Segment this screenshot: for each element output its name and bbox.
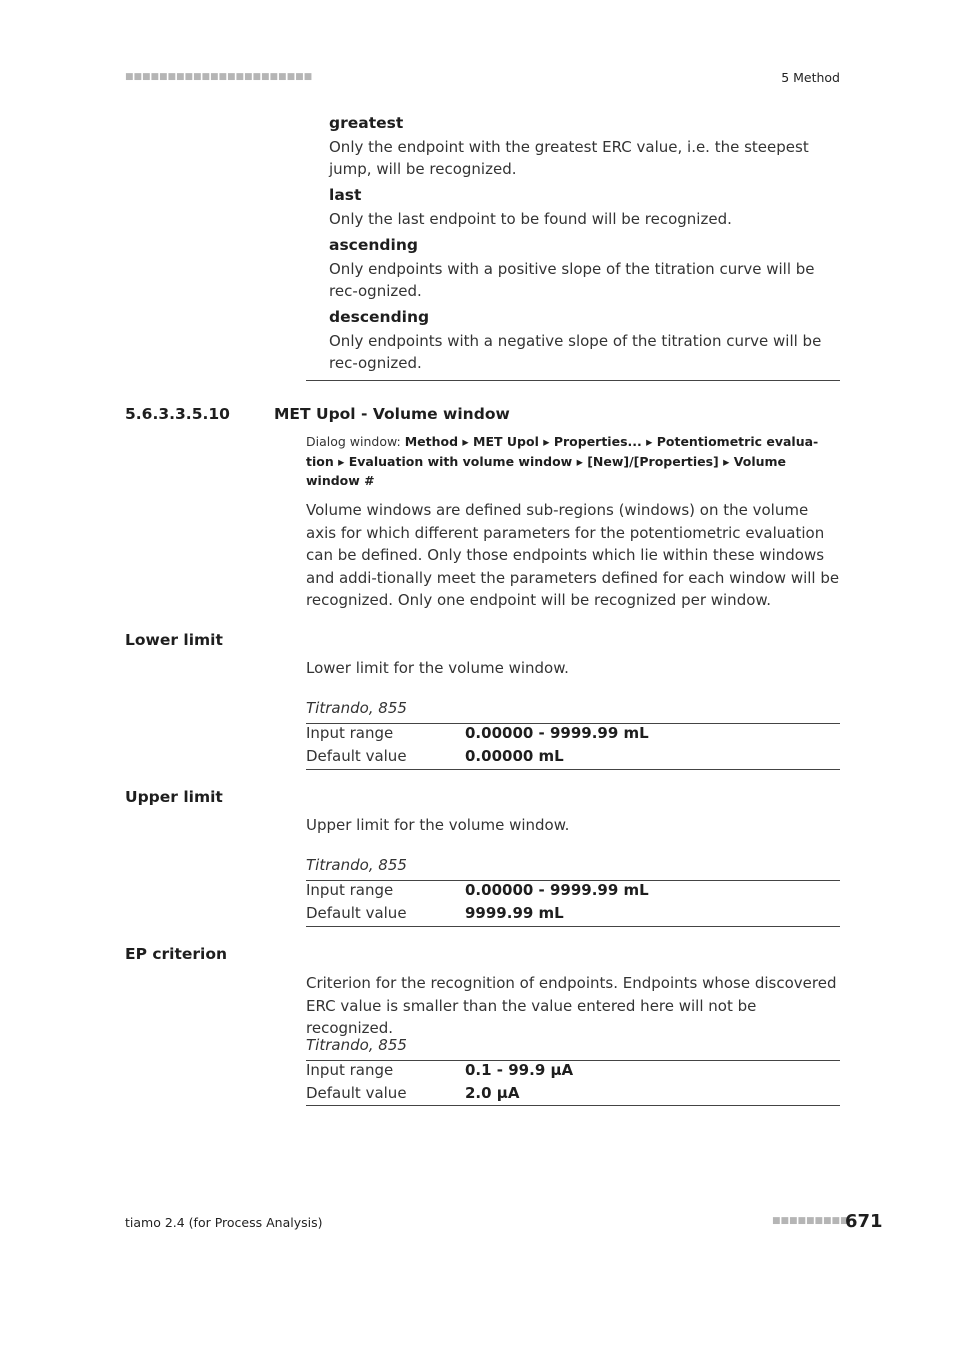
row-key: Input range: [306, 881, 394, 899]
parameter-name-ep-criterion: EP criterion: [125, 945, 228, 963]
table-row: [306, 879, 840, 902]
running-header-section: 5 Method: [781, 70, 840, 85]
row-value: 0.00000 - 9999.99 mL: [465, 724, 649, 742]
option-ascending: [329, 234, 839, 303]
footer-decoration: ■■■■■■■■■: [772, 1216, 849, 1226]
row-value: 9999.99 mL: [465, 903, 564, 922]
section-intro: Volume windows are defined sub-regions (windows) on the volume axis for which different parameters for the potentiometric evaluation can be defined. Only those endpoints which lie within these windows and addi-tionally meet the parameters defined for each window will be recognized. Only one endpoint will be recognized per window.: [306, 501, 840, 609]
option-term: descending: [329, 308, 430, 326]
option-description: Only endpoints with a negative slope of the titration curve will be rec-ognized.: [329, 331, 822, 372]
parameter-description: Criterion for the recognition of endpoints. Endpoints whose discovered ERC value is smaller than the value entered here will not be recognized.: [306, 974, 837, 1037]
table-row: [306, 722, 840, 745]
row-value: 2.0 µA: [465, 1083, 520, 1102]
table-bottom-rule: [306, 1105, 840, 1106]
divider: [306, 380, 840, 381]
table-row: [306, 902, 840, 925]
parameter-name-lower-limit: Lower limit: [125, 631, 223, 649]
value-table: [306, 722, 840, 767]
value-table: [306, 1059, 840, 1104]
option-term: last: [329, 186, 362, 204]
option-term: ascending: [329, 236, 418, 254]
table-row: [306, 1082, 840, 1105]
row-key: Default value: [306, 1083, 407, 1102]
footer-product: tiamo 2.4 (for Process Analysis): [125, 1215, 323, 1230]
device-label: Titrando, 855: [306, 1036, 407, 1054]
row-key: Input range: [306, 1061, 394, 1079]
row-key: Default value: [306, 746, 407, 765]
row-value: 0.1 - 99.9 µA: [465, 1061, 574, 1079]
dialog-path: Method ▸ MET Upol ▸ Properties... ▸ Potentiometric evalua-tion ▸ Evaluation with volume window ▸ [New]/[Properties] ▸ Volume window #: [306, 434, 819, 488]
option-term: greatest: [329, 114, 404, 132]
row-value: 0.00000 mL: [465, 746, 564, 765]
row-key: Input range: [306, 724, 394, 742]
device-label: Titrando, 855: [306, 699, 407, 717]
option-description: Only the last endpoint to be found will be recognized.: [329, 209, 732, 228]
option-description: Only the endpoint with the greatest ERC value, i.e. the steepest jump, will be recognized.: [329, 137, 809, 178]
table-bottom-rule: [306, 769, 840, 770]
row-value: 0.00000 - 9999.99 mL: [465, 881, 649, 899]
section-number: 5.6.3.3.5.10: [125, 405, 230, 423]
table-row: [306, 1059, 840, 1082]
option-last: [329, 184, 839, 230]
parameter-description: Upper limit for the volume window.: [306, 816, 570, 834]
device-label: Titrando, 855: [306, 856, 407, 874]
dialog-window-path: [306, 432, 840, 491]
table-bottom-rule: [306, 926, 840, 927]
value-table: [306, 879, 840, 924]
option-descending: [329, 306, 839, 375]
option-greatest: [329, 112, 839, 181]
page-number: 671: [845, 1211, 883, 1232]
option-description: Only endpoints with a positive slope of the titration curve will be rec-ognized.: [329, 259, 815, 300]
section-title: MET Upol - Volume window: [274, 405, 510, 423]
parameter-description: Lower limit for the volume window.: [306, 659, 569, 677]
table-row: [306, 745, 840, 768]
dialog-prefix: Dialog window:: [306, 434, 405, 449]
parameter-name-upper-limit: Upper limit: [125, 788, 223, 806]
row-key: Default value: [306, 903, 407, 922]
header-decoration: ■■■■■■■■■■■■■■■■■■■■■■: [125, 72, 313, 82]
